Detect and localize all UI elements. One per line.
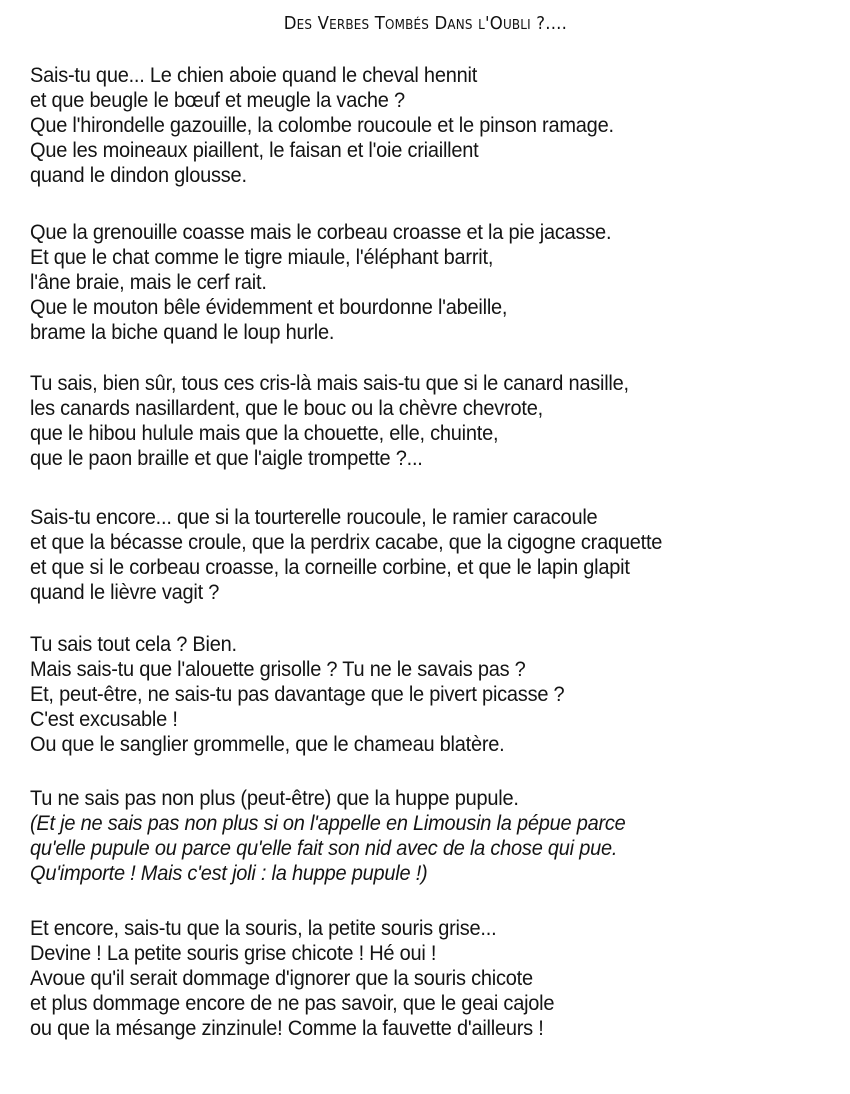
poem-line: C'est excusable !	[30, 707, 178, 731]
poem-line: Que l'hirondelle gazouille, la colombe roucoule et le pinson ramage.	[30, 113, 614, 137]
poem-line: ou que la mésange zinzinule! Comme la fauvette d'ailleurs !	[30, 1016, 544, 1040]
poem-line: que le hibou hulule mais que la chouette, elle, chuinte,	[30, 421, 499, 445]
poem-line: Que les moineaux piaillent, le faisan et l'oie criaillent	[30, 138, 479, 162]
poem-line: Et, peut-être, ne sais-tu pas davantage que le pivert picasse ?	[30, 682, 565, 706]
poem-line: et que beugle le bœuf et meugle la vache ?	[30, 88, 405, 112]
stanza-1	[30, 63, 830, 188]
poem-line: Et que le chat comme le tigre miaule, l'éléphant barrit,	[30, 245, 494, 269]
poem-line: Ou que le sanglier grommelle, que le chameau blatère.	[30, 732, 505, 756]
stanza-7	[30, 916, 830, 1041]
poem-line: et que la bécasse croule, que la perdrix cacabe, que la cigogne craquette	[30, 530, 663, 554]
poem-line-italic: (Et je ne sais pas non plus si on l'appelle en Limousin la pépue parce	[30, 811, 626, 835]
poem-line: Devine ! La petite souris grise chicote ! Hé oui !	[30, 941, 437, 965]
poem-line: Que le mouton bêle évidemment et bourdonne l'abeille,	[30, 295, 508, 319]
poem-line: que le paon braille et que l'aigle trompette ?...	[30, 446, 423, 470]
poem-line: Sais-tu que... Le chien aboie quand le cheval hennit	[30, 63, 478, 87]
poem-line: Mais sais-tu que l'alouette grisolle ? Tu ne le savais pas ?	[30, 657, 526, 681]
poem-line: Sais-tu encore... que si la tourterelle roucoule, le ramier caracoule	[30, 505, 598, 529]
poem-line: Tu sais, bien sûr, tous ces cris-là mais sais-tu que si le canard nasille,	[30, 371, 629, 395]
poem-line: Que la grenouille coasse mais le corbeau croasse et la pie jacasse.	[30, 220, 612, 244]
poem-line-italic: qu'elle pupule ou parce qu'elle fait son nid avec de la chose qui pue.	[30, 836, 618, 860]
poem-line: l'âne braie, mais le cerf rait.	[30, 270, 267, 294]
stanza-3	[30, 371, 830, 471]
poem-line: quand le lièvre vagit ?	[30, 580, 220, 604]
poem-line: Tu ne sais pas non plus (peut-être) que la huppe pupule.	[30, 786, 519, 810]
poem-line: Avoue qu'il serait dommage d'ignorer que la souris chicote	[30, 966, 533, 990]
document-title: Des Verbes Tombés Dans l'Oubli ?....	[283, 13, 568, 34]
poem-line: quand le dindon glousse.	[30, 163, 247, 187]
stanza-6	[30, 786, 830, 886]
stanza-2	[30, 220, 830, 345]
poem-line: et plus dommage encore de ne pas savoir, que le geai cajole	[30, 991, 555, 1015]
poem-line: et que si le corbeau croasse, la corneille corbine, et que le lapin glapit	[30, 555, 630, 579]
poem-line: brame la biche quand le loup hurle.	[30, 320, 335, 344]
poem-line: Tu sais tout cela ? Bien.	[30, 632, 237, 656]
poem-line-italic: Qu'importe ! Mais c'est joli : la huppe pupule !)	[30, 861, 428, 885]
poem-line: les canards nasillardent, que le bouc ou la chèvre chevrote,	[30, 396, 543, 420]
stanza-5	[30, 632, 830, 757]
poem-line: Et encore, sais-tu que la souris, la petite souris grise...	[30, 916, 497, 940]
stanza-4	[30, 505, 830, 605]
